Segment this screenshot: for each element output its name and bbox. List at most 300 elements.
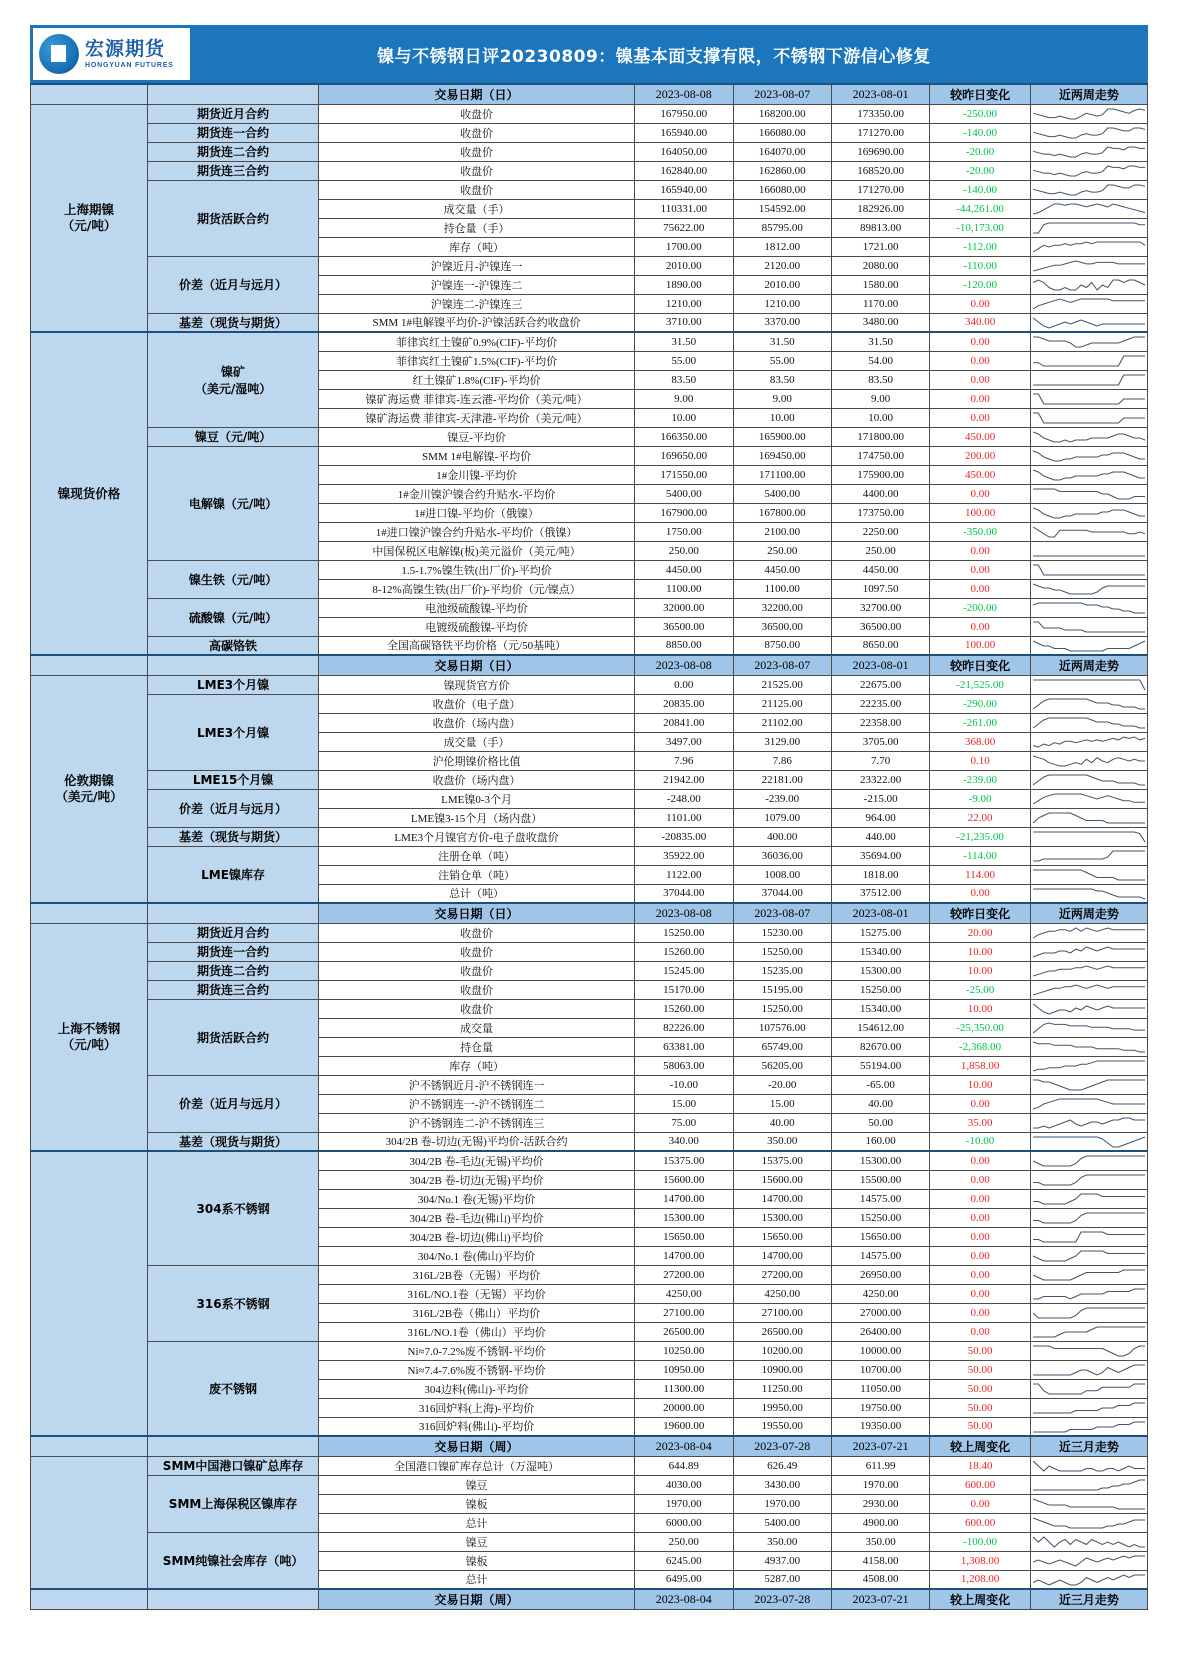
row-subgroup-label: 镍矿 （美元/湿吨） xyxy=(148,332,319,427)
value-cell-2: 171100.00 xyxy=(733,465,831,484)
value-cell-3: 2930.00 xyxy=(831,1494,929,1513)
header-spacer-group xyxy=(31,903,148,923)
row-item-label: 中国保税区电解镍(板)美元溢价（美元/吨） xyxy=(319,541,635,560)
trend-sparkline xyxy=(1030,142,1147,161)
trend-sparkline xyxy=(1030,1170,1147,1189)
row-item-label: 收盘价 xyxy=(319,942,635,961)
trend-sparkline xyxy=(1030,942,1147,961)
value-cell-3: 23322.00 xyxy=(831,770,929,789)
trend-sparkline xyxy=(1030,1265,1147,1284)
row-item-label: 304/2B 卷-切边(无锡)平均价 xyxy=(319,1170,635,1189)
trend-sparkline xyxy=(1030,199,1147,218)
value-cell-3: 26400.00 xyxy=(831,1322,929,1341)
table-row xyxy=(31,180,1148,199)
value-cell-1: 1101.00 xyxy=(635,808,733,827)
row-subgroup-label: 价差（近月与远月） xyxy=(148,256,319,313)
trend-sparkline xyxy=(1030,1551,1147,1570)
change-cell: -261.00 xyxy=(930,713,1031,732)
value-cell-3: 37512.00 xyxy=(831,884,929,903)
value-cell-3: 14575.00 xyxy=(831,1189,929,1208)
row-subgroup-label: 价差（近月与远月） xyxy=(148,1075,319,1132)
trend-sparkline xyxy=(1030,1189,1147,1208)
value-cell-1: 644.89 xyxy=(635,1456,733,1475)
header-trend: 近三月走势 xyxy=(1030,1589,1147,1609)
header-spacer-sub xyxy=(148,1589,319,1609)
header-spacer-group xyxy=(31,1436,148,1456)
trend-sparkline xyxy=(1030,751,1147,770)
value-cell-1: 1100.00 xyxy=(635,579,733,598)
value-cell-1: 110331.00 xyxy=(635,199,733,218)
value-cell-2: 11250.00 xyxy=(733,1379,831,1398)
value-cell-2: 36036.00 xyxy=(733,846,831,865)
row-item-label: 持仓量（手） xyxy=(319,218,635,237)
table-row xyxy=(31,827,1148,846)
header-date-1: 2023-08-08 xyxy=(635,903,733,923)
change-cell: 0.00 xyxy=(930,389,1031,408)
row-item-label: SMM 1#电解镍平均价-沪镍活跃合约收盘价 xyxy=(319,313,635,332)
value-cell-1: 75622.00 xyxy=(635,218,733,237)
row-item-label: 304/2B 卷-毛边(无锡)平均价 xyxy=(319,1151,635,1170)
row-item-label: 全国港口镍矿库存总计（万湿吨） xyxy=(319,1456,635,1475)
value-cell-2: 350.00 xyxy=(733,1132,831,1151)
trend-sparkline xyxy=(1030,560,1147,579)
value-cell-3: 171270.00 xyxy=(831,123,929,142)
table-row xyxy=(31,1132,1148,1151)
row-item-label: 总计（吨） xyxy=(319,884,635,903)
trend-sparkline xyxy=(1030,694,1147,713)
trend-sparkline xyxy=(1030,1494,1147,1513)
trend-sparkline xyxy=(1030,1113,1147,1132)
header-date-3: 2023-08-01 xyxy=(831,903,929,923)
value-cell-3: 15340.00 xyxy=(831,999,929,1018)
trend-sparkline xyxy=(1030,1532,1147,1551)
value-cell-1: 15260.00 xyxy=(635,942,733,961)
change-cell: 200.00 xyxy=(930,446,1031,465)
value-cell-1: 20835.00 xyxy=(635,694,733,713)
value-cell-2: -20.00 xyxy=(733,1075,831,1094)
trend-sparkline xyxy=(1030,713,1147,732)
change-cell: -290.00 xyxy=(930,694,1031,713)
value-cell-3: -65.00 xyxy=(831,1075,929,1094)
value-cell-1: 340.00 xyxy=(635,1132,733,1151)
change-cell: 18.40 xyxy=(930,1456,1031,1475)
value-cell-3: 19750.00 xyxy=(831,1398,929,1417)
row-item-label: 电镀级硫酸镍-平均价 xyxy=(319,617,635,636)
change-cell: 50.00 xyxy=(930,1417,1031,1436)
header-spacer-sub xyxy=(148,84,319,104)
value-cell-1: 63381.00 xyxy=(635,1037,733,1056)
row-subgroup-label: 硫酸镍（元/吨） xyxy=(148,598,319,636)
header-date-label: 交易日期（日） xyxy=(319,903,635,923)
row-item-label: 8-12%高镍生铁(出厂价)-平均价（元/镍点） xyxy=(319,579,635,598)
value-cell-2: 21125.00 xyxy=(733,694,831,713)
value-cell-1: 32000.00 xyxy=(635,598,733,617)
value-cell-2: 31.50 xyxy=(733,332,831,351)
header-date-3: 2023-08-01 xyxy=(831,655,929,675)
change-cell: 0.00 xyxy=(930,617,1031,636)
value-cell-2: 15650.00 xyxy=(733,1227,831,1246)
value-cell-3: 1170.00 xyxy=(831,294,929,313)
value-cell-3: 1970.00 xyxy=(831,1475,929,1494)
header-date-3: 2023-07-21 xyxy=(831,1436,929,1456)
value-cell-1: 15.00 xyxy=(635,1094,733,1113)
company-logo xyxy=(33,28,190,80)
header-date-3: 2023-08-01 xyxy=(831,84,929,104)
row-item-label: 收盘价 xyxy=(319,123,635,142)
change-cell: -140.00 xyxy=(930,123,1031,142)
value-cell-3: 4158.00 xyxy=(831,1551,929,1570)
value-cell-1: 83.50 xyxy=(635,370,733,389)
value-cell-2: 15235.00 xyxy=(733,961,831,980)
report-header-banner xyxy=(30,25,1148,83)
change-cell: 22.00 xyxy=(930,808,1031,827)
change-cell: 50.00 xyxy=(930,1360,1031,1379)
trend-sparkline xyxy=(1030,1513,1147,1532)
trend-sparkline xyxy=(1030,465,1147,484)
value-cell-2: 27100.00 xyxy=(733,1303,831,1322)
value-cell-3: 2080.00 xyxy=(831,256,929,275)
row-subgroup-label: 期货近月合约 xyxy=(148,923,319,942)
value-cell-1: 15300.00 xyxy=(635,1208,733,1227)
value-cell-3: 160.00 xyxy=(831,1132,929,1151)
table-row xyxy=(31,999,1148,1018)
change-cell: 0.00 xyxy=(930,1284,1031,1303)
value-cell-1: 58063.00 xyxy=(635,1056,733,1075)
value-cell-3: 611.99 xyxy=(831,1456,929,1475)
value-cell-1: 15260.00 xyxy=(635,999,733,1018)
row-item-label: 菲律宾红土镍矿0.9%(CIF)-平均价 xyxy=(319,332,635,351)
value-cell-1: 27200.00 xyxy=(635,1265,733,1284)
trend-sparkline xyxy=(1030,503,1147,522)
trend-sparkline xyxy=(1030,237,1147,256)
change-cell: -200.00 xyxy=(930,598,1031,617)
value-cell-3: 50.00 xyxy=(831,1113,929,1132)
row-item-label: 全国高碳铬铁平均价格（元/50基吨） xyxy=(319,636,635,655)
change-cell: -10.00 xyxy=(930,1132,1031,1151)
row-item-label: 库存（吨） xyxy=(319,1056,635,1075)
row-item-label: 红土镍矿1.8%(CIF)-平均价 xyxy=(319,370,635,389)
value-cell-1: 6245.00 xyxy=(635,1551,733,1570)
value-cell-2: 27200.00 xyxy=(733,1265,831,1284)
change-cell: 0.00 xyxy=(930,370,1031,389)
change-cell: 0.10 xyxy=(930,751,1031,770)
header-spacer-group xyxy=(31,655,148,675)
row-item-label: 1#进口镍沪镍合约升贴水-平均价（俄镍） xyxy=(319,522,635,541)
change-cell: 368.00 xyxy=(930,732,1031,751)
table-row xyxy=(31,1456,1148,1475)
value-cell-1: 167900.00 xyxy=(635,503,733,522)
value-cell-2: 167800.00 xyxy=(733,503,831,522)
value-cell-3: 1580.00 xyxy=(831,275,929,294)
row-subgroup-label: SMM中国港口镍矿总库存 xyxy=(148,1456,319,1475)
row-subgroup-label: 期货连一合约 xyxy=(148,123,319,142)
header-change: 较上周变化 xyxy=(930,1436,1031,1456)
header-date-label: 交易日期（周） xyxy=(319,1589,635,1609)
trend-sparkline xyxy=(1030,1284,1147,1303)
value-cell-3: 26950.00 xyxy=(831,1265,929,1284)
value-cell-1: 1122.00 xyxy=(635,865,733,884)
row-item-label: 沪不锈钢连一-沪不锈钢连二 xyxy=(319,1094,635,1113)
trend-sparkline xyxy=(1030,789,1147,808)
change-cell: -9.00 xyxy=(930,789,1031,808)
value-cell-3: 35694.00 xyxy=(831,846,929,865)
value-cell-2: 164070.00 xyxy=(733,142,831,161)
value-cell-3: 7.70 xyxy=(831,751,929,770)
table-row xyxy=(31,332,1148,351)
trend-sparkline xyxy=(1030,1208,1147,1227)
value-cell-1: 15245.00 xyxy=(635,961,733,980)
value-cell-2: 15230.00 xyxy=(733,923,831,942)
row-item-label: 316L/NO.1卷（无锡）平均价 xyxy=(319,1284,635,1303)
value-cell-2: 14700.00 xyxy=(733,1189,831,1208)
value-cell-2: 3370.00 xyxy=(733,313,831,332)
change-cell: 1,858.00 xyxy=(930,1056,1031,1075)
trend-sparkline xyxy=(1030,104,1147,123)
value-cell-1: -10.00 xyxy=(635,1075,733,1094)
row-item-label: 沪镍连二-沪镍连三 xyxy=(319,294,635,313)
row-subgroup-label: SMM上海保税区镍库存 xyxy=(148,1475,319,1532)
header-spacer-group xyxy=(31,84,148,104)
change-cell: 0.00 xyxy=(930,1227,1031,1246)
trend-sparkline xyxy=(1030,1037,1147,1056)
logo-mark-icon xyxy=(39,34,79,74)
value-cell-3: 2250.00 xyxy=(831,522,929,541)
value-cell-1: 0.00 xyxy=(635,675,733,694)
value-cell-3: 168520.00 xyxy=(831,161,929,180)
change-cell: 0.00 xyxy=(930,1208,1031,1227)
value-cell-3: 1818.00 xyxy=(831,865,929,884)
value-cell-3: 4508.00 xyxy=(831,1570,929,1589)
row-item-label: 收盘价 xyxy=(319,923,635,942)
value-cell-1: 6495.00 xyxy=(635,1570,733,1589)
value-cell-1: 15600.00 xyxy=(635,1170,733,1189)
value-cell-3: 175900.00 xyxy=(831,465,929,484)
change-cell: 10.00 xyxy=(930,961,1031,980)
value-cell-2: 7.86 xyxy=(733,751,831,770)
change-cell: 50.00 xyxy=(930,1379,1031,1398)
table-row xyxy=(31,446,1148,465)
value-cell-2: 400.00 xyxy=(733,827,831,846)
row-subgroup-label: 电解镍（元/吨） xyxy=(148,446,319,560)
value-cell-3: -215.00 xyxy=(831,789,929,808)
value-cell-3: 182926.00 xyxy=(831,199,929,218)
row-item-label: 316L/2B卷（无锡）平均价 xyxy=(319,1265,635,1284)
row-item-label: LME镍0-3个月 xyxy=(319,789,635,808)
value-cell-2: 1210.00 xyxy=(733,294,831,313)
value-cell-3: 10000.00 xyxy=(831,1341,929,1360)
trend-sparkline xyxy=(1030,1456,1147,1475)
trend-sparkline xyxy=(1030,865,1147,884)
row-item-label: 注销仓单（吨） xyxy=(319,865,635,884)
change-cell: 0.00 xyxy=(930,1189,1031,1208)
value-cell-3: 89813.00 xyxy=(831,218,929,237)
change-cell: -21,235.00 xyxy=(930,827,1031,846)
row-item-label: 收盘价（电子盘） xyxy=(319,694,635,713)
trend-sparkline xyxy=(1030,636,1147,655)
row-subgroup-label: 期货连一合约 xyxy=(148,942,319,961)
change-cell: 0.00 xyxy=(930,1170,1031,1189)
value-cell-2: 166080.00 xyxy=(733,180,831,199)
change-cell: 450.00 xyxy=(930,465,1031,484)
row-item-label: 收盘价 xyxy=(319,142,635,161)
value-cell-1: 7.96 xyxy=(635,751,733,770)
trend-sparkline xyxy=(1030,1570,1147,1589)
header-date-2: 2023-07-28 xyxy=(733,1436,831,1456)
row-group-label: 镍现货价格 xyxy=(31,332,148,655)
trend-sparkline xyxy=(1030,275,1147,294)
change-cell: -10,173.00 xyxy=(930,218,1031,237)
trend-sparkline xyxy=(1030,541,1147,560)
row-item-label: 镍矿海运费 菲律宾-天津港-平均价（美元/吨） xyxy=(319,408,635,427)
change-cell: -140.00 xyxy=(930,180,1031,199)
value-cell-3: 11050.00 xyxy=(831,1379,929,1398)
value-cell-3: 4250.00 xyxy=(831,1284,929,1303)
header-trend: 近两周走势 xyxy=(1030,84,1147,104)
value-cell-2: 4450.00 xyxy=(733,560,831,579)
row-subgroup-label: LME3个月镍 xyxy=(148,694,319,770)
table-row xyxy=(31,1475,1148,1494)
change-cell: 50.00 xyxy=(930,1398,1031,1417)
value-cell-1: 11300.00 xyxy=(635,1379,733,1398)
row-item-label: 镍矿海运费 菲律宾-连云港-平均价（美元/吨） xyxy=(319,389,635,408)
trend-sparkline xyxy=(1030,256,1147,275)
value-cell-3: 32700.00 xyxy=(831,598,929,617)
table-row xyxy=(31,980,1148,999)
value-cell-1: 250.00 xyxy=(635,541,733,560)
table-row xyxy=(31,942,1148,961)
value-cell-1: 3497.00 xyxy=(635,732,733,751)
row-item-label: Ni≈7.0-7.2%废不锈钢-平均价 xyxy=(319,1341,635,1360)
value-cell-2: 5400.00 xyxy=(733,1513,831,1532)
value-cell-1: 162840.00 xyxy=(635,161,733,180)
table-row xyxy=(31,313,1148,332)
trend-sparkline xyxy=(1030,579,1147,598)
table-row xyxy=(31,104,1148,123)
trend-sparkline xyxy=(1030,1056,1147,1075)
change-cell: 0.00 xyxy=(930,1303,1031,1322)
value-cell-1: 2010.00 xyxy=(635,256,733,275)
table-header-row xyxy=(31,1436,1148,1456)
row-subgroup-label: LME15个月镍 xyxy=(148,770,319,789)
table-row xyxy=(31,1151,1148,1170)
trend-sparkline xyxy=(1030,351,1147,370)
table-header-row xyxy=(31,655,1148,675)
value-cell-3: 171800.00 xyxy=(831,427,929,446)
row-item-label: 收盘价（场内盘） xyxy=(319,770,635,789)
value-cell-1: 1210.00 xyxy=(635,294,733,313)
value-cell-3: 40.00 xyxy=(831,1094,929,1113)
change-cell: -114.00 xyxy=(930,846,1031,865)
header-date-3: 2023-07-21 xyxy=(831,1589,929,1609)
header-change: 较上周变化 xyxy=(930,1589,1031,1609)
row-subgroup-label: 期货活跃合约 xyxy=(148,999,319,1075)
table-header-row xyxy=(31,903,1148,923)
row-subgroup-label: LME3个月镍 xyxy=(148,675,319,694)
change-cell: -239.00 xyxy=(930,770,1031,789)
trend-sparkline xyxy=(1030,370,1147,389)
value-cell-3: 22358.00 xyxy=(831,713,929,732)
header-trend: 近两周走势 xyxy=(1030,655,1147,675)
change-cell: 600.00 xyxy=(930,1513,1031,1532)
header-date-label: 交易日期（日） xyxy=(319,84,635,104)
value-cell-3: 1097.50 xyxy=(831,579,929,598)
row-subgroup-label: 期货连三合约 xyxy=(148,161,319,180)
value-cell-1: 4250.00 xyxy=(635,1284,733,1303)
row-item-label: 304/2B 卷-切边(佛山)平均价 xyxy=(319,1227,635,1246)
table-row xyxy=(31,1265,1148,1284)
change-cell: 450.00 xyxy=(930,427,1031,446)
header-date-1: 2023-08-04 xyxy=(635,1589,733,1609)
value-cell-3: 19350.00 xyxy=(831,1417,929,1436)
row-item-label: 沪不锈钢近月-沪不锈钢连一 xyxy=(319,1075,635,1094)
row-item-label: 收盘价 xyxy=(319,961,635,980)
value-cell-1: 19600.00 xyxy=(635,1417,733,1436)
row-item-label: 1.5-1.7%镍生铁(出厂价)-平均价 xyxy=(319,560,635,579)
value-cell-2: 22181.00 xyxy=(733,770,831,789)
table-row xyxy=(31,923,1148,942)
value-cell-3: 440.00 xyxy=(831,827,929,846)
value-cell-1: 15170.00 xyxy=(635,980,733,999)
change-cell: -112.00 xyxy=(930,237,1031,256)
value-cell-1: 165940.00 xyxy=(635,180,733,199)
value-cell-1: 4030.00 xyxy=(635,1475,733,1494)
trend-sparkline xyxy=(1030,1322,1147,1341)
row-subgroup-label: 价差（近月与远月） xyxy=(148,789,319,827)
value-cell-2: 15300.00 xyxy=(733,1208,831,1227)
value-cell-2: 4250.00 xyxy=(733,1284,831,1303)
header-spacer-sub xyxy=(148,655,319,675)
value-cell-2: 15195.00 xyxy=(733,980,831,999)
row-item-label: 316L/NO.1卷（佛山）平均价 xyxy=(319,1322,635,1341)
change-cell: -120.00 xyxy=(930,275,1031,294)
change-cell: 100.00 xyxy=(930,636,1031,655)
trend-sparkline xyxy=(1030,427,1147,446)
logo-company-name-en: HONGYUAN FUTURES xyxy=(85,61,174,69)
value-cell-2: 1970.00 xyxy=(733,1494,831,1513)
table-row xyxy=(31,961,1148,980)
trend-sparkline xyxy=(1030,1341,1147,1360)
change-cell: 0.00 xyxy=(930,332,1031,351)
value-cell-2: 15.00 xyxy=(733,1094,831,1113)
market-data-table xyxy=(30,83,1148,1610)
row-item-label: LME3个月镍官方价-电子盘收盘价 xyxy=(319,827,635,846)
value-cell-3: 15250.00 xyxy=(831,980,929,999)
table-row xyxy=(31,1075,1148,1094)
value-cell-2: 26500.00 xyxy=(733,1322,831,1341)
row-subgroup-label: 镍豆（元/吨） xyxy=(148,427,319,446)
trend-sparkline xyxy=(1030,980,1147,999)
value-cell-2: 162860.00 xyxy=(733,161,831,180)
row-item-label: 菲律宾红土镍矿1.5%(CIF)-平均价 xyxy=(319,351,635,370)
trend-sparkline xyxy=(1030,1132,1147,1151)
table-row xyxy=(31,846,1148,865)
trend-sparkline xyxy=(1030,923,1147,942)
table-row xyxy=(31,1532,1148,1551)
value-cell-1: 15250.00 xyxy=(635,923,733,942)
value-cell-2: -239.00 xyxy=(733,789,831,808)
row-item-label: 304/2B 卷-毛边(佛山)平均价 xyxy=(319,1208,635,1227)
row-subgroup-label: LME镍库存 xyxy=(148,846,319,903)
table-body xyxy=(31,84,1148,1609)
table-row xyxy=(31,256,1148,275)
value-cell-3: 27000.00 xyxy=(831,1303,929,1322)
table-row xyxy=(31,598,1148,617)
header-change: 较昨日变化 xyxy=(930,84,1031,104)
row-item-label: 成交量（手） xyxy=(319,732,635,751)
trend-sparkline xyxy=(1030,1379,1147,1398)
value-cell-3: 10.00 xyxy=(831,408,929,427)
change-cell: 1,308.00 xyxy=(930,1551,1031,1570)
